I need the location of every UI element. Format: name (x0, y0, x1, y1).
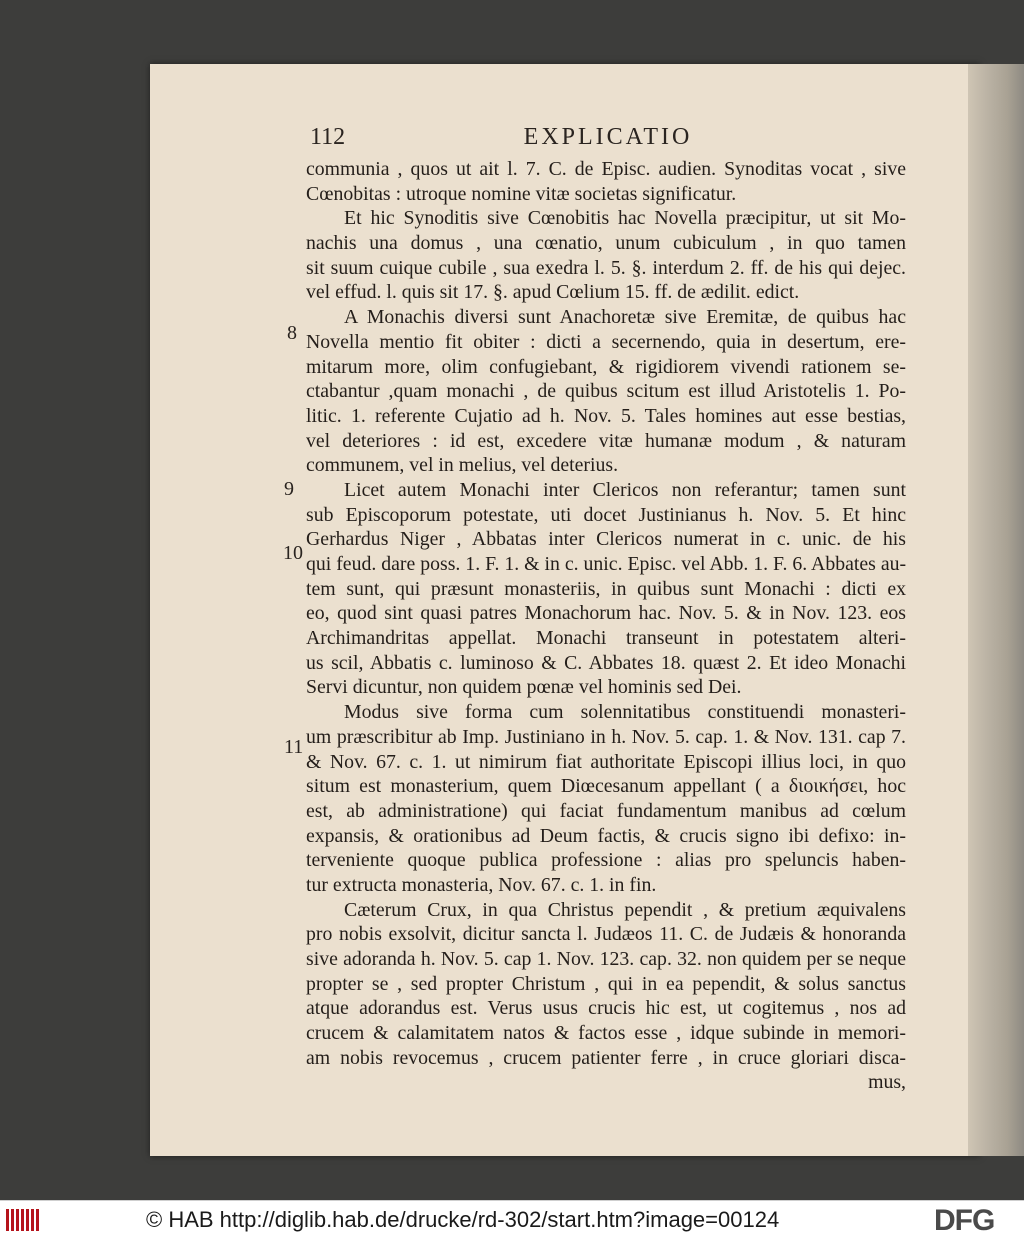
text-line: atque adorandus est. Verus usus crucis hic est, ut cogitemus , nos ad (306, 997, 906, 1020)
text-line: sit suum cuique cubile , sua exedra l. 5. §. interdum 2. ff. de his qui dejec. (306, 256, 906, 279)
margin-number: 11 (284, 736, 304, 758)
text-line: Servi dicuntur, non quidem pœnæ vel hominis sed Dei. (306, 676, 742, 699)
text-line: communem, vel in melius, vel deterius. (306, 454, 619, 477)
text-line: sub Episcoporum potestate, uti docet Justinianus h. Nov. 5. Et hinc (306, 503, 906, 526)
text-line: tem sunt, qui præsunt monasteriis, in quibus sunt Monachi : dicti ex (306, 577, 906, 600)
text-line: us scil, Abbatis c. luminoso & C. Abbates 18. quæst 2. Et ideo Monachi (306, 651, 906, 674)
source-url[interactable]: © HAB http://diglib.hab.de/drucke/rd-302/start.htm?image=00124 (146, 1207, 780, 1232)
text-line: Licet autem Monachi inter Clericos non referantur; tamen sunt (344, 478, 906, 501)
text-line: & Nov. 67. c. 1. ut nimirum fiat authoritate Episcopi illius loci, in quo (306, 750, 906, 773)
text-line: pro nobis exsolvit, dicitur sancta l. Judæos 11. C. de Judæis & honoranda (306, 923, 906, 946)
text-line: expansis, & orationibus ad Deum factis, & crucis signo ibi defixo: in- (306, 824, 906, 847)
text-line: Cæterum Crux, in qua Christus pependit , & pretium æquivalens (344, 898, 906, 921)
text-line: vel deteriores : id est, excedere vitæ humanæ modum , & naturam (306, 429, 906, 452)
text-line: qui feud. dare poss. 1. F. 1. & in c. unic. Episc. vel Abb. 1. F. 6. Abbates au- (306, 553, 907, 575)
text-line: am nobis revocemus , crucem patienter ferre , in cruce gloriari disca- (306, 1046, 906, 1069)
page-gutter (968, 64, 1024, 1156)
hab-logo-icon (6, 1209, 42, 1231)
text-line: propter se , sed propter Christum , qui in ea pependit, & solus sanctus (306, 972, 906, 995)
text-line: A Monachis diversi sunt Anachoretæ sive Eremitæ, de quibus hac (344, 306, 906, 329)
text-line: terveniente quoque publica professione : alias pro speluncis haben- (306, 849, 906, 872)
text-line: Novella mentio fit obiter : dicti a secernendo, quia in desertum, ere- (306, 330, 906, 353)
text-line: Et hic Synoditis sive Cœnobitis hac Novella præcipitur, ut sit Mo- (344, 207, 906, 230)
margin-number: 8 (287, 322, 297, 344)
text-line: Modus sive forma cum solennitatibus constituendi monasteri- (344, 701, 906, 724)
text-line: Archimandritas appellat. Monachi transeunt in potestatem alteri- (306, 627, 906, 650)
text-line: mitarum more, olim confugiebant, & rigidiorem vivendi rationem se- (306, 355, 906, 378)
text-line: litic. 1. referente Cujatio ad h. Nov. 5. Tales homines aut esse bestias, (306, 404, 906, 427)
text-line: vel effud. l. quis sit 17. §. apud Cœlium 15. ff. de ædilit. edict. (306, 281, 800, 304)
text-line: eo, quod sint quasi patres Monachorum hac. Nov. 5. & in Nov. 123. eos (306, 602, 906, 625)
text-line: ctabantur ,quam monachi , de quibus scitum est illud Aristotelis 1. Po- (306, 380, 906, 403)
margin-number: 10 (283, 542, 303, 564)
text-line: Gerhardus Niger , Abbatas inter Clericos numerat in c. unic. de his (306, 528, 906, 551)
running-head: EXPLICATIO (523, 124, 693, 150)
text-line: tur extructa monasteria, Nov. 67. c. 1. in fin. (306, 873, 657, 896)
dfg-logo: DFG (934, 1204, 995, 1237)
viewer-footer (0, 1200, 1024, 1239)
text-line: Cœnobitas : utroque nomine vitæ societas significatur. (306, 182, 737, 205)
text-line: crucem & calamitatem natos & factos esse , idque subinde in memori- (306, 1022, 906, 1045)
text-line: communia , quos ut ait l. 7. C. de Episc. audien. Synoditas vocat , sive (306, 158, 906, 180)
text-line: est, ab administratione) qui faciat fundamentum manibus ad cœlum (306, 799, 906, 822)
text-line: sive adoranda h. Nov. 5. cap 1. Nov. 123. cap. 32. non quidem per se neque (306, 948, 906, 970)
text-line: um præscribitur ab Imp. Justiniano in h. Nov. 5. cap. 1. & Nov. 131. cap 7. (306, 725, 906, 748)
text-line: mus, (868, 1071, 906, 1094)
margin-number: 9 (284, 478, 294, 500)
body-text (306, 157, 906, 1095)
text-line: situm est monasterium, quem Diœcesanum appellant ( a διοικήσει, hoc (306, 775, 906, 798)
text-line: nachis una domus , una cœnatio, unum cubiculum , in quo tamen (306, 232, 906, 255)
page-number: 112 (310, 124, 346, 150)
page-header (310, 124, 906, 152)
